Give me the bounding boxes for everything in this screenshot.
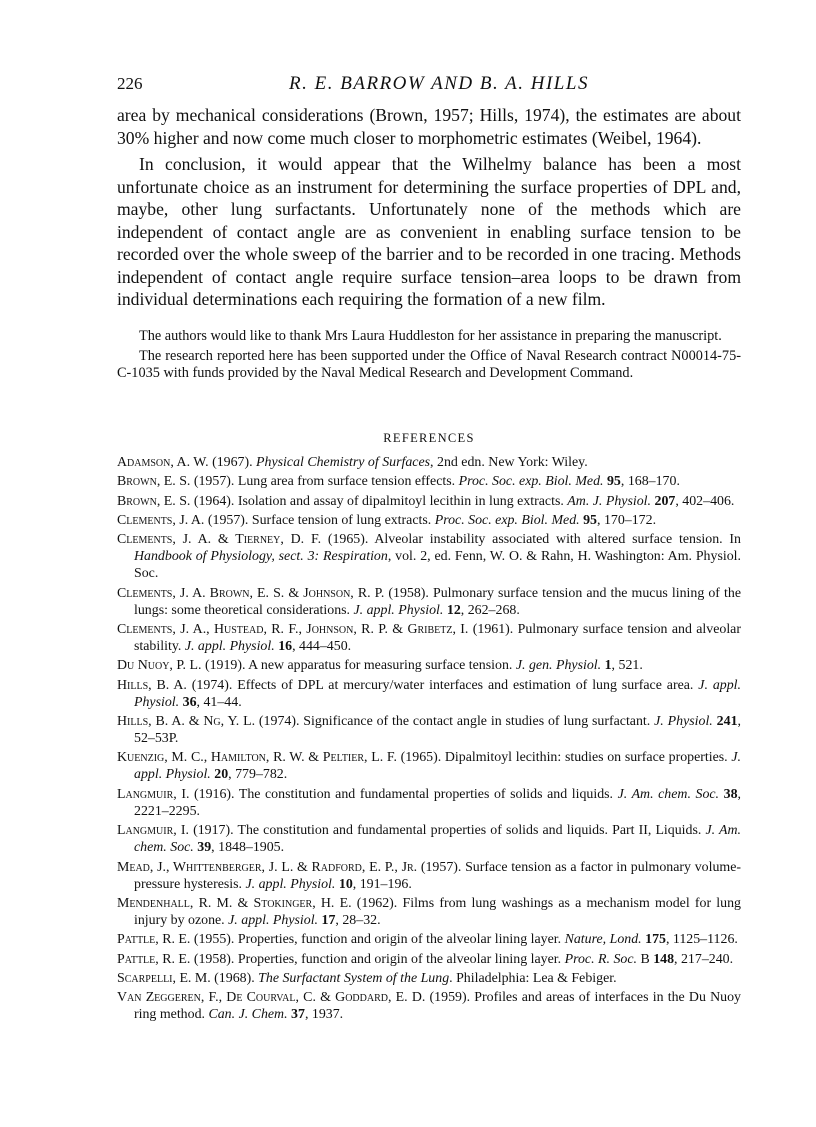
reference-entry (117, 531, 741, 582)
reference-entry (117, 585, 741, 619)
reference-title: (1957). Surface tension as a factor in pulmonary volume-pressure hysteresis. (134, 859, 741, 892)
reference-authors: Pattle, R. E. (117, 932, 191, 948)
reference-authors: Clements, J. A. & Tierney, D. F. (117, 532, 322, 548)
body-paragraph: In conclusion, it would appear that the Wilhelmy balance has been a most unfortunate choice as an instrument for determining the surface properties of DPL and, maybe, other lung surfactants. Unfortunately none of the methods which are independent of contact angle are as convenient in enabling surface tension to be recorded over the whole sweep of the barrier and to be recorded in one tracing. Methods independent of contact angle require surface tension–area loops to be drawn from individual determinations each requiring the formation of a new film. (117, 154, 741, 309)
reference-source: J. appl. Physiol. (245, 876, 336, 892)
reference-entry (117, 786, 741, 820)
reference-pages: , 1848–1905. (211, 840, 285, 856)
reference-authors: Van Zeggeren, F., De Courval, C. & Goddard, E. D. (117, 990, 426, 1006)
reference-source: J. Physiol. (654, 714, 713, 729)
page-header (117, 74, 741, 98)
reference-source: J. appl. Physiol. (134, 677, 742, 710)
reference-pages: , 2221–2295. (134, 786, 741, 819)
reference-volume: 241 (716, 714, 738, 729)
reference-authors: Brown, E. S. (117, 474, 191, 490)
reference-title: (1961). Pulmonary surface tension and alveolar stability. (134, 621, 741, 655)
reference-volume: 39 (197, 840, 212, 856)
reference-source: J. Am. chem. Soc. (134, 823, 741, 856)
reference-authors: Langmuir, I. (117, 823, 189, 839)
page-number: 226 (117, 74, 143, 93)
reference-entry (117, 859, 741, 893)
reference-title: (1959). Profiles and areas of interfaces in the Du Nuoy ring method. (134, 990, 741, 1023)
reference-volume: 10 (338, 876, 353, 892)
reference-entry (117, 749, 741, 783)
reference-pages: , 191–196. (352, 876, 412, 892)
reference-pages: , 28–32. (335, 912, 381, 928)
reference-volume: 37 (291, 1007, 305, 1023)
reference-source: J. appl. Physiol. (134, 750, 741, 783)
reference-title: (1965). Dipalmitoyl lecithin: studies on surface properties. (396, 750, 732, 766)
reference-volume: 95 (583, 512, 597, 528)
reference-authors: Hills, B. A. & Ng, Y. L. (117, 714, 256, 729)
reference-title: (1967). (208, 455, 257, 470)
reference-entry (117, 657, 741, 674)
reference-title: (1962). Films from lung washings as a mechanism model for lung injury by ozone. (134, 895, 741, 928)
reference-title: (1974). Effects of DPL at mercury/water interfaces and estimation of lung surface area. (186, 677, 699, 693)
reference-source: Nature, Lond. (564, 932, 642, 948)
reference-authors: Clements, J. A. Brown, E. S. & Johnson, R. P. (117, 585, 385, 601)
reference-entry (117, 512, 741, 529)
reference-source: J. Am. chem. Soc. (617, 786, 720, 802)
reference-volume: 12 (446, 602, 461, 618)
reference-source: J. gen. Physiol. (515, 658, 602, 674)
reference-volume: 16 (278, 639, 293, 655)
reference-title: (1917). The constitution and fundamental properties of solids and liquids. Part II, Liquids. (188, 823, 706, 839)
reference-title: (1968). (210, 970, 259, 986)
reference-volume: 36 (182, 694, 197, 710)
reference-pages: , 779–782. (228, 767, 288, 783)
reference-pages: , 1125–1126. (665, 932, 738, 948)
reference-authors: Scarpelli, E. M. (117, 970, 211, 986)
reference-source: Handbook of Physiology, sect. 3: Respiration (134, 549, 388, 565)
reference-details: B (636, 951, 654, 967)
reference-authors: Hills, B. A. (117, 677, 187, 693)
acknowledgement-paragraph: The authors would like to thank Mrs Laura Huddleston for her assistance in preparing the manuscript. (139, 328, 722, 344)
reference-source: J. appl. Physiol. (228, 912, 319, 928)
reference-entry (117, 822, 741, 856)
reference-volume: 38 (723, 786, 738, 802)
reference-authors: Adamson, A. W. (117, 455, 209, 470)
reference-source: Am. J. Physiol. (567, 493, 652, 509)
reference-volume: 1 (604, 658, 612, 674)
reference-title: (1955). Properties, function and origin of the alveolar lining layer. (190, 932, 565, 948)
reference-source: Physical Chemistry of Surfaces (256, 455, 431, 470)
body-paragraph: area by mechanical considerations (Brown, 1957; Hills, 1974), the estimates are about 30% higher and now come much closer to morphometric estimates (Weibel, 1964). (117, 105, 741, 148)
reference-volume: 175 (645, 932, 666, 948)
reference-title: (1964). Isolation and assay of dipalmitoyl lecithin in lung extracts. (190, 493, 568, 509)
running-head: R. E. BARROW AND B. A. HILLS (289, 73, 589, 94)
references-heading: REFERENCES (383, 431, 475, 445)
reference-pages: , 170–172. (597, 512, 657, 528)
reference-source: The Surfactant System of the Lung (258, 970, 450, 986)
reference-title: (1958). Properties, function and origin of the alveolar lining layer. (190, 951, 565, 967)
reference-title: (1919). A new apparatus for measuring surface tension. (201, 658, 516, 674)
reference-title: (1974). Significance of the contact angle in studies of lung surfactant. (255, 714, 655, 729)
reference-authors: Kuenzig, M. C., Hamilton, R. W. & Peltier, L. F. (117, 750, 397, 766)
reference-list (117, 454, 741, 1025)
reference-entry (117, 970, 741, 987)
acknowledgement-paragraph: The research reported here has been supported under the Office of Naval Research contract N00014-75-C-1035 with funds provided by the Naval Medical Research and Development Command. (117, 347, 741, 381)
acknowledgements (117, 328, 741, 385)
reference-volume: 95 (606, 474, 621, 490)
reference-pages: , 168–170. (620, 474, 680, 490)
reference-entry (117, 493, 741, 510)
reference-pages: , 217–240. (674, 951, 734, 967)
reference-source: Proc. Soc. exp. Biol. Med. (458, 474, 604, 490)
reference-authors: Clements, J. A. (117, 512, 205, 528)
reference-authors: Clements, J. A., Hustead, R. F., Johnson, R. P. & Gribetz, I. (117, 621, 469, 637)
reference-pages: , 262–268. (460, 602, 520, 618)
reference-source: Can. J. Chem. (208, 1007, 288, 1023)
reference-source: J. appl. Physiol. (184, 639, 275, 655)
reference-details: , 2nd edn. New York: Wiley. (430, 455, 588, 470)
reference-title: (1957). Surface tension of lung extracts. (204, 512, 435, 528)
reference-entry (117, 931, 741, 948)
reference-pages: , 521. (611, 658, 643, 674)
reference-entry (117, 621, 741, 655)
reference-pages: , 402–406. (675, 493, 735, 509)
reference-authors: Pattle, R. E. (117, 951, 191, 967)
reference-entry (117, 454, 741, 471)
reference-pages: , 41–44. (196, 694, 242, 710)
reference-authors: Langmuir, I. (117, 786, 190, 802)
reference-details: . Philadelphia: Lea & Febiger. (449, 970, 617, 986)
reference-entry (117, 473, 741, 490)
reference-volume: 17 (321, 912, 336, 928)
reference-pages: , 1937. (304, 1007, 344, 1023)
reference-source: Proc. R. Soc. (564, 951, 637, 967)
reference-entry (117, 677, 741, 711)
reference-title: (1965). Alveolar instability associated with altered surface tension. In (321, 532, 742, 548)
body-text (117, 104, 741, 311)
reference-entry (117, 895, 741, 929)
reference-title: (1958). Pulmonary surface tension and the mucus lining of the lungs: some theoretical considerations. (134, 585, 741, 618)
reference-entry (117, 713, 741, 747)
reference-volume: 207 (654, 493, 676, 509)
reference-authors: Brown, E. S. (117, 493, 191, 509)
reference-authors: Du Nuoy, P. L. (117, 658, 202, 674)
reference-title: (1957). Lung area from surface tension effects. (190, 474, 459, 490)
reference-source: Proc. Soc. exp. Biol. Med. (434, 512, 580, 528)
reference-volume: 20 (214, 767, 229, 783)
reference-volume: 148 (653, 951, 675, 967)
reference-authors: Mendenhall, R. M. & Stokinger, H. E. (117, 895, 352, 911)
reference-authors: Mead, J., Whittenberger, J. L. & Radford, E. P., Jr. (117, 859, 418, 875)
reference-details: , vol. 2, ed. Fenn, W. O. & Rahn, H. Washington: Am. Physiol. Soc. (134, 549, 741, 582)
reference-entry (117, 951, 741, 968)
reference-pages: , 444–450. (292, 639, 352, 655)
reference-source: J. appl. Physiol. (353, 602, 444, 618)
reference-entry (117, 989, 741, 1023)
reference-pages: , 52–53P. (134, 714, 741, 747)
reference-title: (1916). The constitution and fundamental properties of solids and liquids. (189, 786, 618, 802)
